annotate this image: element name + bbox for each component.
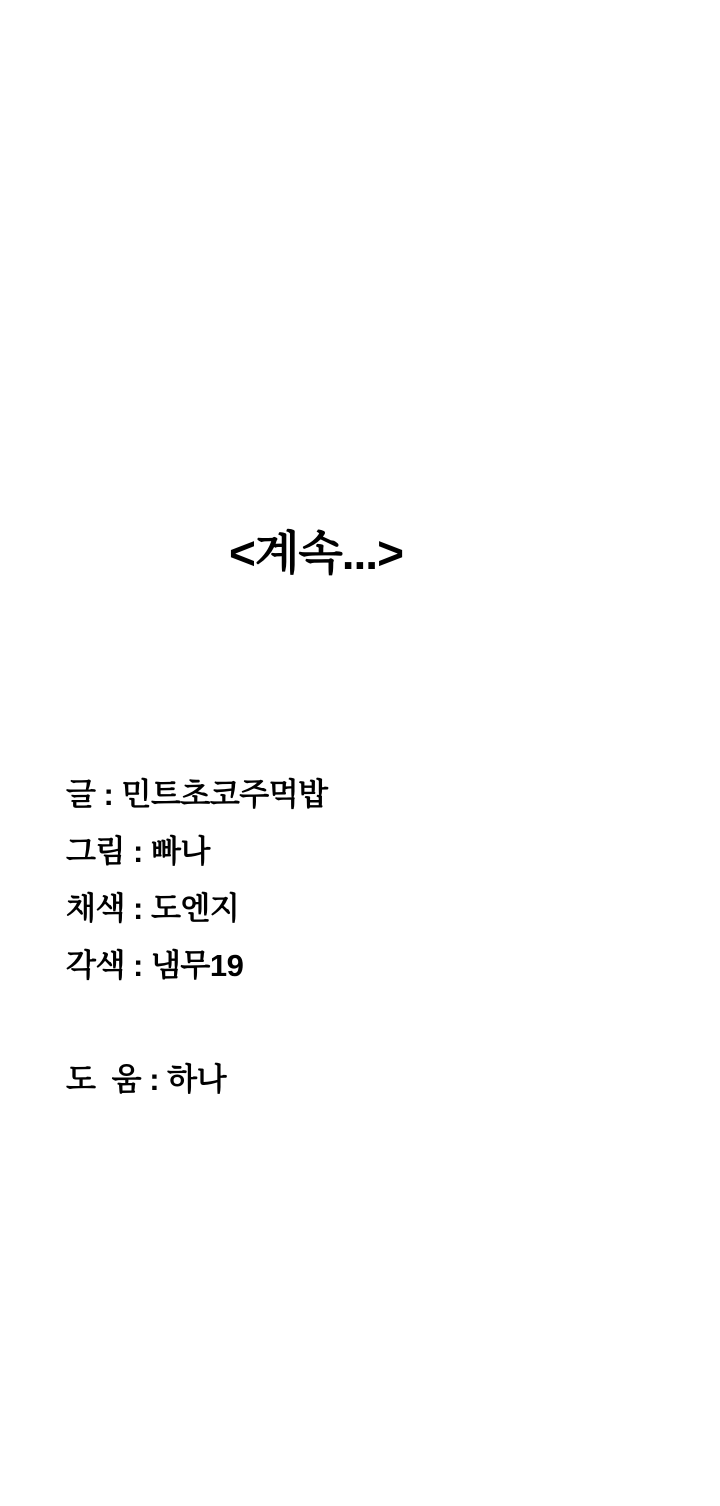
credits-spacer <box>66 994 626 1051</box>
credits-block <box>66 766 626 1108</box>
credit-line-assistant: 도 움 : 하나 <box>66 1062 227 1097</box>
credit-line-writer: 글 : 민트초코주먹밥 <box>66 777 328 812</box>
credit-line-adaptation: 각색 : 냄무19 <box>66 948 244 983</box>
credit-line-color: 채색 : 도엔지 <box>66 891 240 926</box>
continue-marker: <계속...> <box>229 527 403 579</box>
credit-line-art: 그림 : 빠나 <box>66 834 210 869</box>
